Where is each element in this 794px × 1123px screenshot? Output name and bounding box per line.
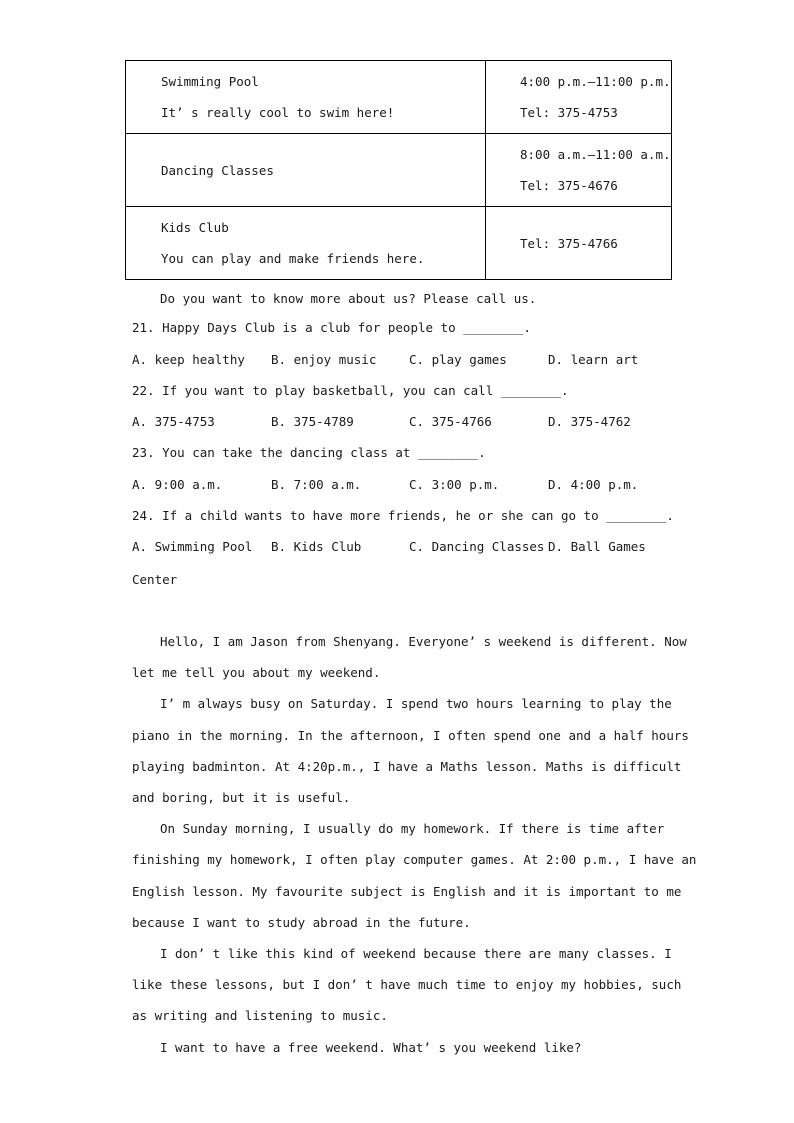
table-cell: [486, 61, 672, 134]
question-stem: 21. Happy Days Club is a club for people to ________.: [132, 320, 531, 335]
passage-line: because I want to study abroad in the future.: [132, 915, 471, 930]
telephone: Tel: 375-4753: [520, 105, 618, 120]
answer-option-continuation: Center: [132, 572, 178, 587]
passage-line: let me tell you about my weekend.: [132, 665, 381, 680]
answer-option: D. 375-4762: [548, 414, 631, 429]
answer-option: B. enjoy music: [271, 352, 377, 367]
passage-line: I want to have a free weekend. What’ s you weekend like?: [160, 1040, 582, 1055]
table-row: [126, 134, 672, 207]
telephone: Tel: 375-4766: [520, 235, 618, 251]
answer-option: B. 375-4789: [271, 414, 354, 429]
answer-option: C. Dancing Classes: [409, 539, 545, 554]
club-info-table: [125, 60, 672, 280]
table-cell: [486, 134, 672, 207]
passage-line: playing badminton. At 4:20p.m., I have a Maths lesson. Maths is difficult: [132, 759, 682, 774]
passage-line: I don’ t like this kind of weekend because there are many classes. I: [160, 946, 672, 961]
facility-name: Swimming Pool: [161, 74, 259, 89]
question-stem: 24. If a child wants to have more friends, he or she can go to ________.: [132, 508, 674, 523]
table-cell: [126, 207, 486, 280]
passage-line: as writing and listening to music.: [132, 1008, 388, 1023]
facility-name: Kids Club: [161, 220, 229, 235]
answer-option: D. 4:00 p.m.: [548, 477, 639, 492]
answer-option: C. 375-4766: [409, 414, 492, 429]
intro-line: Do you want to know more about us? Please call us.: [160, 291, 537, 306]
table-cell: [126, 134, 486, 207]
passage-line: I’ m always busy on Saturday. I spend two hours learning to play the: [160, 696, 672, 711]
answer-option: B. 7:00 a.m.: [271, 477, 362, 492]
table-cell: [486, 207, 672, 280]
answer-option: C. 3:00 p.m.: [409, 477, 500, 492]
passage-line: English lesson. My favourite subject is English and it is important to me: [132, 884, 682, 899]
answer-option: A. 375-4753: [132, 414, 215, 429]
passage-line: and boring, but it is useful.: [132, 790, 351, 805]
passage-line: On Sunday morning, I usually do my homework. If there is time after: [160, 821, 665, 836]
passage-line: Hello, I am Jason from Shenyang. Everyone’ s weekend is different. Now: [160, 634, 687, 649]
facility-description: It’ s really cool to swim here!: [161, 105, 395, 120]
answer-option: A. Swimming Pool: [132, 539, 253, 554]
passage-line: finishing my homework, I often play computer games. At 2:00 p.m., I have an: [132, 852, 697, 867]
answer-option: D. Ball Games: [548, 539, 646, 554]
answer-option: A. keep healthy: [132, 352, 245, 367]
opening-hours: 8:00 a.m.–11:00 a.m.: [520, 147, 671, 162]
answer-option: B. Kids Club: [271, 539, 362, 554]
answer-option: A. 9:00 a.m.: [132, 477, 223, 492]
table-cell: [126, 61, 486, 134]
passage-line: like these lessons, but I don’ t have much time to enjoy my hobbies, such: [132, 977, 682, 992]
telephone: Tel: 375-4676: [520, 178, 618, 193]
facility-name: Dancing Classes: [161, 162, 274, 178]
answer-option: D. learn art: [548, 352, 639, 367]
facility-description: You can play and make friends here.: [161, 251, 425, 266]
opening-hours: 4:00 p.m.–11:00 p.m.: [520, 74, 671, 89]
question-stem: 22. If you want to play basketball, you can call ________.: [132, 383, 569, 398]
passage-line: piano in the morning. In the afternoon, I often spend one and a half hours: [132, 728, 689, 743]
table-row: [126, 207, 672, 280]
table-row: [126, 61, 672, 134]
question-stem: 23. You can take the dancing class at ________.: [132, 445, 486, 460]
answer-option: C. play games: [409, 352, 507, 367]
